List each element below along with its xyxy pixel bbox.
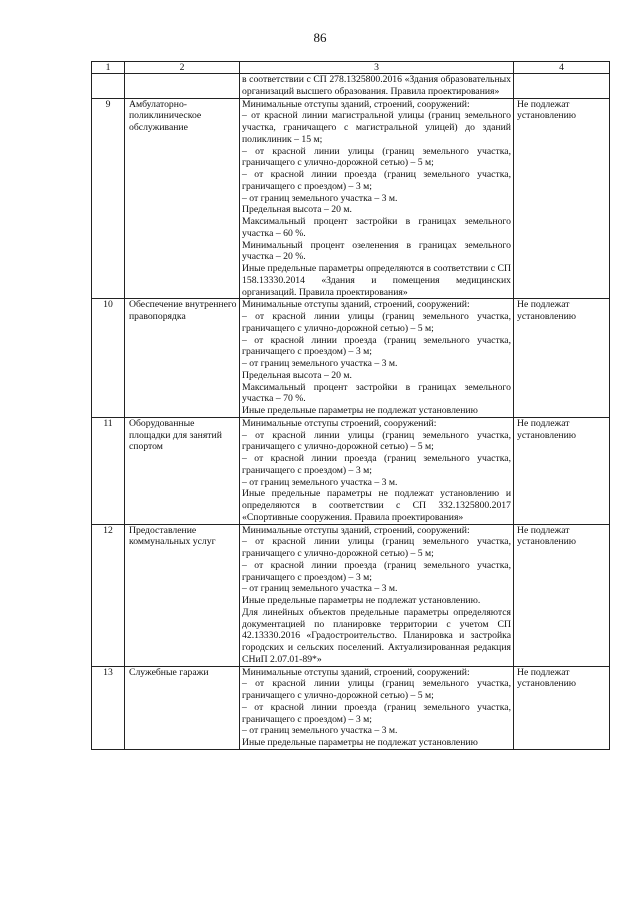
note: Не подлежат установлению bbox=[514, 666, 610, 749]
table-row bbox=[92, 74, 610, 99]
parameter-line: Иные предельные параметры не подлежат установлению. bbox=[242, 595, 481, 606]
note: Не подлежат установлению bbox=[514, 524, 610, 666]
note: Не подлежат установлению bbox=[514, 417, 610, 524]
limit-parameters bbox=[240, 74, 514, 99]
table-row bbox=[92, 417, 610, 524]
row-number: 11 bbox=[92, 417, 125, 524]
parameter-line: – от красной линии проезда (границ земельного участка, граничащего с проездом) – 3 м; bbox=[242, 559, 511, 583]
use-type: Служебные гаражи bbox=[125, 666, 240, 749]
parameter-line: – от границ земельного участка – 3 м. bbox=[242, 192, 398, 204]
use-type bbox=[125, 74, 240, 99]
parameter-line: – от красной линии магистральной улицы (границ земельного участка, граничащего с магистральной улицей) до зданий поликлиник – 15 м; bbox=[242, 110, 511, 145]
limit-parameters bbox=[240, 666, 514, 749]
table-row bbox=[92, 666, 610, 749]
parameter-line: – от красной линии проезда (границ земельного участка, граничащего с проездом) – 3 м; bbox=[242, 701, 511, 725]
parameter-line: Минимальные отступы зданий, строений, сооружений: bbox=[242, 98, 470, 110]
parameter-line: Предельная высота – 20 м. bbox=[242, 204, 352, 216]
parameter-line: Иные предельные параметры не подлежат установлению bbox=[242, 737, 478, 748]
note: Не подлежат установлению bbox=[514, 299, 610, 418]
page-number: 86 bbox=[313, 30, 327, 45]
parameter-line: – от красной линии улицы (границ земельного участка, граничащего с улично-дорожной сетью) – 5 м; bbox=[242, 536, 511, 559]
table-row bbox=[92, 524, 610, 666]
parameter-line: Иные предельные параметры определяются в соответствии с СП 158.13330.2014 «Здания и помещения медицинских организаций. Правила проектирования» bbox=[242, 263, 511, 298]
parameter-line: Минимальные отступы зданий, строений, сооружений: bbox=[242, 299, 470, 311]
header-col-3: 3 bbox=[240, 62, 514, 74]
parameter-line: Иные предельные параметры не подлежат установлению bbox=[242, 405, 478, 416]
parameter-line: – от красной линии проезда (границ земельного участка, граничащего с проездом) – 3 м; bbox=[242, 334, 511, 358]
parameter-line: Максимальный процент застройки в границах земельного участка – 60 %. bbox=[242, 216, 511, 239]
parameter-line: – от красной линии улицы (границ земельного участка, граничащего с улично-дорожной сетью) – 5 м; bbox=[242, 145, 511, 169]
table-header-row bbox=[92, 62, 610, 74]
use-type: Предоставление коммунальных услуг bbox=[125, 524, 240, 666]
parameter-line: Иные предельные параметры не подлежат установлению и определяются в соответствии с СП 332.1325800.2017 «Спортивные сооружения. Правила проектирования» bbox=[242, 488, 511, 523]
parameter-line: – от красной линии проезда (границ земельного участка, граничащего с проездом) – 3 м; bbox=[242, 169, 511, 192]
table-row bbox=[92, 98, 610, 299]
parameter-line: – от красной линии улицы (границ земельного участка, граничащего с улично-дорожной сетью) – 5 м; bbox=[242, 429, 511, 453]
header-col-2: 2 bbox=[125, 62, 240, 74]
parameter-line: – от границ земельного участка – 3 м. bbox=[242, 583, 398, 595]
parameter-line: – от границ земельного участка – 3 м. bbox=[242, 358, 398, 369]
row-number: 9 bbox=[92, 98, 125, 299]
parameter-line: Минимальные отступы строений, сооружений: bbox=[242, 417, 437, 429]
use-type: Обеспечение внутреннего правопорядка bbox=[125, 299, 240, 418]
parameter-line: – от границ земельного участка – 3 м. bbox=[242, 725, 398, 737]
table-body bbox=[92, 62, 610, 750]
parameter-line: Минимальные отступы зданий, строений, сооружений: bbox=[242, 524, 470, 536]
limit-parameters bbox=[240, 417, 514, 524]
parameter-line: – от красной линии улицы (границ земельного участка, граничащего с улично-дорожной сетью) – 5 м; bbox=[242, 678, 511, 701]
note: Не подлежат установлению bbox=[514, 98, 610, 299]
note bbox=[514, 74, 610, 99]
parameter-line: – от границ земельного участка – 3 м. bbox=[242, 476, 398, 488]
parameter-line: в соответствии с СП 278.1325800.2016 «Здания образовательных организаций высшего образования. Правила проектирования» bbox=[242, 74, 511, 97]
parameter-line: – от красной линии улицы (границ земельного участка, граничащего с улично-дорожной сетью) – 5 м; bbox=[242, 311, 511, 334]
header-col-4: 4 bbox=[514, 62, 610, 74]
use-type: Оборудованные площадки для занятий спортом bbox=[125, 417, 240, 524]
parameter-line: – от красной линии проезда (границ земельного участка, граничащего с проездом) – 3 м; bbox=[242, 453, 511, 476]
limit-parameters bbox=[240, 299, 514, 418]
row-number: 12 bbox=[92, 524, 125, 666]
parameter-line: Минимальные отступы зданий, строений, сооружений: bbox=[242, 666, 470, 678]
parameter-line: Максимальный процент застройки в границах земельного участка – 70 %. bbox=[242, 381, 511, 405]
parameter-line: Для линейных объектов предельные параметры определяются документацией по планировке территории с учетом СП 42.13330.2016 «Градостроительство. Планировка и застройка городских и сельских поселений. Актуализированная редакция СНиП 2.07.01-89*» bbox=[242, 606, 511, 665]
regulations-table bbox=[91, 61, 610, 750]
row-number bbox=[92, 74, 125, 99]
use-type: Амбулаторно-поликлиническое обслуживание bbox=[125, 98, 240, 299]
header-col-1: 1 bbox=[92, 62, 125, 74]
limit-parameters bbox=[240, 98, 514, 299]
row-number: 13 bbox=[92, 666, 125, 749]
parameter-line: Минимальный процент озеленения в границах земельного участка – 20 %. bbox=[242, 239, 511, 263]
parameter-line: Предельная высота – 20 м. bbox=[242, 369, 352, 381]
limit-parameters bbox=[240, 524, 514, 666]
table-row bbox=[92, 299, 610, 418]
row-number: 10 bbox=[92, 299, 125, 418]
